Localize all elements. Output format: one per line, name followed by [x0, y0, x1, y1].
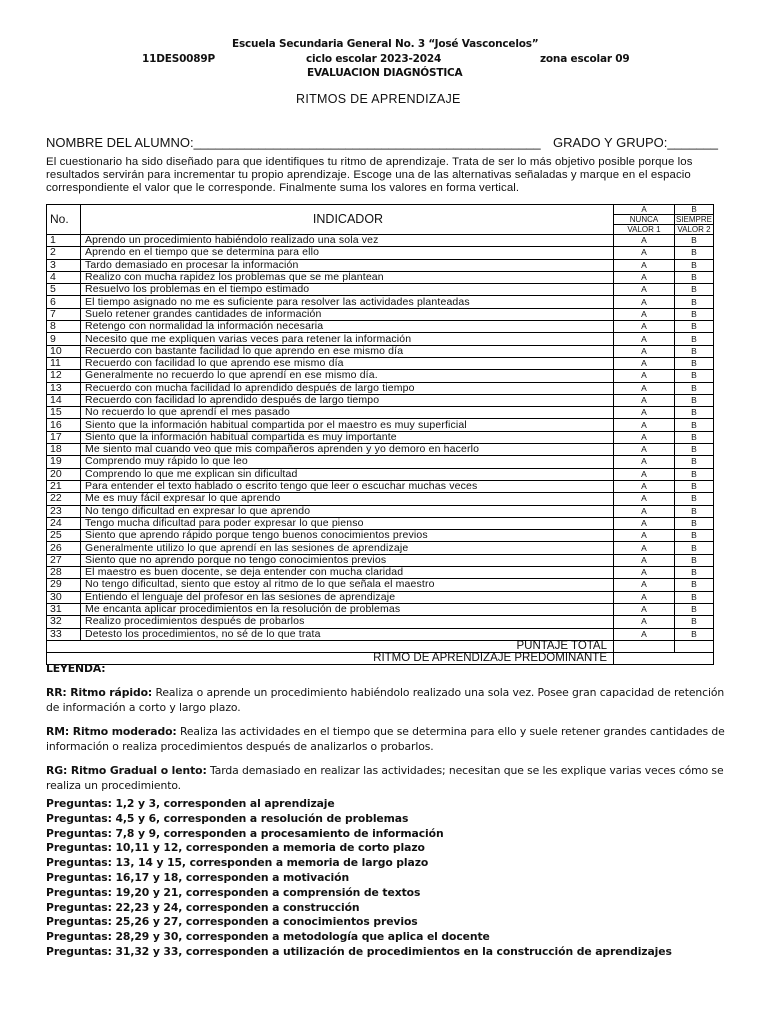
option-a-cell[interactable]: A — [614, 603, 675, 615]
question-indicator: Retengo con normalidad la información necesaria — [81, 321, 614, 333]
option-a-cell[interactable]: A — [614, 370, 675, 382]
table-row — [47, 542, 714, 554]
option-b-cell[interactable]: B — [675, 579, 714, 591]
list-item-text: 28,29 y 30, corresponden a metodología que aplica el docente — [111, 930, 490, 944]
option-a-cell[interactable]: A — [614, 431, 675, 443]
question-indicator: Recuerdo con facilidad lo que aprendo ese mismo día — [81, 357, 614, 369]
option-b-cell[interactable]: B — [675, 284, 714, 296]
table-row — [47, 247, 714, 259]
question-number: 16 — [47, 419, 81, 431]
question-indicator: No tengo dificultad, siento que estoy al ritmo de lo que señala el maestro — [81, 579, 614, 591]
option-a-cell[interactable]: A — [614, 394, 675, 406]
question-number: 31 — [47, 603, 81, 615]
table-row — [47, 345, 714, 357]
table-row — [47, 284, 714, 296]
option-a-cell[interactable]: A — [614, 321, 675, 333]
option-b-cell[interactable]: B — [675, 554, 714, 566]
option-b-cell[interactable]: B — [675, 308, 714, 320]
questionnaire-table — [46, 204, 714, 665]
question-indicator: Realizo con mucha rapidez los problemas que se me plantean — [81, 271, 614, 283]
table-row — [47, 444, 714, 456]
option-b-cell[interactable]: B — [675, 493, 714, 505]
table-row — [47, 567, 714, 579]
question-number: 5 — [47, 284, 81, 296]
table-row — [47, 493, 714, 505]
option-a-cell[interactable]: A — [614, 493, 675, 505]
list-item-label: Preguntas: — [46, 915, 112, 929]
option-a-cell[interactable]: A — [614, 407, 675, 419]
option-b-cell[interactable]: B — [675, 456, 714, 468]
option-b-cell[interactable]: B — [675, 296, 714, 308]
question-indicator: Siento que no aprendo porque no tengo conocimientos previos — [81, 554, 614, 566]
list-item-text: 13, 14 y 15, corresponden a memoria de largo plazo — [111, 856, 429, 870]
option-a-cell[interactable]: A — [614, 247, 675, 259]
question-number: 25 — [47, 530, 81, 542]
table-row — [47, 431, 714, 443]
question-number: 20 — [47, 468, 81, 480]
list-item — [46, 856, 672, 871]
question-indicator: Siento que la información habitual compartida es muy importante — [81, 431, 614, 443]
list-item — [46, 841, 672, 856]
school-cycle: ciclo escolar 2023-2024 — [306, 53, 442, 65]
option-b-cell[interactable]: B — [675, 468, 714, 480]
question-indicator: Aprendo un procedimiento habiéndolo realizado una sola vez — [81, 235, 614, 247]
list-item — [46, 797, 672, 812]
question-indicator: No recuerdo lo que aprendí el mes pasado — [81, 407, 614, 419]
option-a-cell[interactable]: A — [614, 616, 675, 628]
list-item — [46, 827, 672, 842]
legend-rm-text: Realiza las actividades en el tiempo que se determina para ello y suele retener grandes cantidades de información o realiza procedimientos después de analizarlos o probarlos. — [46, 725, 725, 753]
question-indicator: Tengo mucha dificultad para poder expresar lo que pienso — [81, 517, 614, 529]
option-a-cell[interactable]: A — [614, 517, 675, 529]
intro-paragraph: El cuestionario ha sido diseñado para que identifiques tu ritmo de aprendizaje. Trata de ser lo más objetivo posible porque los resultados servirán para incrementar tu propio aprendizaje. Escoge una de las alternativas señaladas y marque en el espacio correspondiente el valor que le corresponde. Finalmente suma los valores en forma vertical. — [46, 156, 693, 194]
list-item-text: 19,20 y 21, corresponden a comprensión de textos — [111, 885, 421, 899]
option-a-cell[interactable]: A — [614, 296, 675, 308]
table-row — [47, 235, 714, 247]
question-number: 24 — [47, 517, 81, 529]
list-item-text: 4,5 y 6, corresponden a resolución de problemas — [111, 811, 409, 825]
option-b-cell[interactable]: B — [675, 505, 714, 517]
option-a-cell[interactable]: A — [614, 333, 675, 345]
list-item-label: Preguntas: — [46, 930, 112, 944]
table-row — [47, 333, 714, 345]
question-number: 1 — [47, 235, 81, 247]
option-a-cell[interactable]: A — [614, 419, 675, 431]
legend-rg-text: Tarda demasiado en realizar las actividades; necesitan que se les explique varias veces cómo se realiza un procedimiento. — [46, 764, 724, 792]
school-code: 11DES0089P — [142, 53, 215, 65]
question-number: 12 — [47, 370, 81, 382]
table-row — [47, 579, 714, 591]
question-number: 23 — [47, 505, 81, 517]
option-a-cell[interactable]: A — [614, 591, 675, 603]
question-category-list — [46, 797, 672, 960]
legend-rm-label: RM: Ritmo moderado: — [46, 725, 177, 738]
option-a-cell[interactable]: A — [614, 505, 675, 517]
question-indicator: Recuerdo con mucha facilidad lo aprendido después de largo tiempo — [81, 382, 614, 394]
list-item-label: Preguntas: — [46, 944, 112, 958]
question-indicator: Generalmente no recuerdo lo que aprendí en ese mismo día. — [81, 370, 614, 382]
question-indicator: Siento que aprendo rápido porque tengo buenos conocimientos previos — [81, 530, 614, 542]
question-indicator: Recuerdo con bastante facilidad lo que aprendo en ese mismo día — [81, 345, 614, 357]
option-b-cell[interactable]: B — [675, 407, 714, 419]
legend-rr — [46, 685, 726, 715]
question-indicator: El maestro es buen docente, se deja entender con mucha claridad — [81, 567, 614, 579]
col-a-value: VALOR 1 — [627, 225, 661, 234]
table-row — [47, 308, 714, 320]
question-number: 8 — [47, 321, 81, 333]
table-row — [47, 517, 714, 529]
col-a-header — [614, 205, 675, 235]
question-indicator: Aprendo en el tiempo que se determina para ello — [81, 247, 614, 259]
question-indicator: Realizo procedimientos después de probarlos — [81, 616, 614, 628]
option-a-cell[interactable]: A — [614, 567, 675, 579]
col-b-header — [675, 205, 714, 235]
col-b-label: SIEMPRE — [675, 215, 712, 224]
question-number: 14 — [47, 394, 81, 406]
legend-rr-text: Realiza o aprende un procedimiento habiéndolo realizado una sola vez. Posee gran capacidad de retención de información a corto y largo plazo. — [46, 686, 725, 714]
option-b-cell[interactable]: B — [675, 419, 714, 431]
question-indicator: Necesito que me expliquen varias veces para retener la información — [81, 333, 614, 345]
legend-rg-label: RG: Ritmo Gradual o lento: — [46, 764, 207, 777]
option-a-cell[interactable]: A — [614, 468, 675, 480]
list-item — [46, 930, 672, 945]
question-number: 13 — [47, 382, 81, 394]
school-zone: zona escolar 09 — [540, 53, 630, 65]
list-item — [46, 871, 672, 886]
question-indicator: Para entender el texto hablado o escrito tengo que leer o escuchar muchas veces — [81, 480, 614, 492]
table-row — [47, 530, 714, 542]
table-header-row — [47, 205, 714, 235]
question-number: 3 — [47, 259, 81, 271]
question-number: 33 — [47, 628, 81, 640]
table-row — [47, 382, 714, 394]
question-number: 22 — [47, 493, 81, 505]
option-b-cell[interactable]: B — [675, 628, 714, 640]
option-b-cell[interactable]: B — [675, 357, 714, 369]
list-item-label: Preguntas: — [46, 797, 112, 810]
option-a-cell[interactable]: A — [614, 345, 675, 357]
col-b-value: VALOR 2 — [677, 225, 711, 234]
list-item-label: Preguntas: — [46, 841, 112, 855]
option-a-cell[interactable]: A — [614, 628, 675, 640]
list-item-label: Preguntas: — [46, 826, 112, 840]
question-indicator: Comprendo lo que me explican sin dificultad — [81, 468, 614, 480]
question-indicator: El tiempo asignado no me es suficiente para resolver las actividades planteadas — [81, 296, 614, 308]
table-row — [47, 394, 714, 406]
question-number: 2 — [47, 247, 81, 259]
list-item — [46, 812, 672, 827]
option-b-cell[interactable]: B — [675, 480, 714, 492]
list-item-text: 10,11 y 12, corresponden a memoria de corto plazo — [111, 841, 425, 855]
table-row — [47, 616, 714, 628]
option-b-cell[interactable]: B — [675, 530, 714, 542]
option-b-cell[interactable]: B — [675, 542, 714, 554]
table-row — [47, 505, 714, 517]
question-indicator: Resuelvo los problemas en el tiempo estimado — [81, 284, 614, 296]
option-b-cell[interactable]: B — [675, 333, 714, 345]
total-a-cell[interactable] — [614, 640, 675, 652]
question-number: 27 — [47, 554, 81, 566]
question-number: 30 — [47, 591, 81, 603]
question-indicator: Generalmente utilizo lo que aprendí en las sesiones de aprendizaje — [81, 542, 614, 554]
table-row — [47, 296, 714, 308]
question-number: 26 — [47, 542, 81, 554]
option-b-cell[interactable]: B — [675, 370, 714, 382]
list-item — [46, 945, 672, 960]
list-item-label: Preguntas: — [46, 811, 112, 825]
question-indicator: Siento que la información habitual compartida por el maestro es muy superficial — [81, 419, 614, 431]
list-item-text: 25,26 y 27, corresponden a conocimientos previos — [111, 915, 418, 929]
option-a-cell[interactable]: A — [614, 530, 675, 542]
legend-rg — [46, 763, 726, 793]
question-number: 7 — [47, 308, 81, 320]
question-indicator: Me es muy fácil expresar lo que aprendo — [81, 493, 614, 505]
question-number: 21 — [47, 480, 81, 492]
exam-type: EVALUACION DIAGNÓSTICA — [307, 67, 463, 79]
school-name: Escuela Secundaria General No. 3 “José Vasconcelos” — [232, 38, 539, 50]
option-a-cell[interactable]: A — [614, 456, 675, 468]
question-number: 19 — [47, 456, 81, 468]
question-number: 6 — [47, 296, 81, 308]
legend-title: LEYENDA: — [46, 662, 106, 675]
table-row — [47, 271, 714, 283]
option-b-cell[interactable]: B — [675, 382, 714, 394]
option-b-cell[interactable]: B — [675, 345, 714, 357]
option-b-cell[interactable]: B — [675, 603, 714, 615]
student-name-field[interactable]: NOMBRE DEL ALUMNO:________________________________________________ — [46, 135, 541, 150]
list-item-text: 7,8 y 9, corresponden a procesamiento de información — [111, 826, 444, 840]
list-item-label: Preguntas: — [46, 870, 112, 884]
list-item-text: 1,2 y 3, corresponden al aprendizaje — [111, 797, 335, 810]
list-item-text: 16,17 y 18, corresponden a motivación — [111, 870, 350, 884]
total-b-cell[interactable] — [675, 640, 714, 652]
option-b-cell[interactable]: B — [675, 271, 714, 283]
col-a-letter: A — [641, 205, 647, 214]
table-row — [47, 321, 714, 333]
table-row — [47, 468, 714, 480]
question-number: 32 — [47, 616, 81, 628]
question-indicator: Me siento mal cuando veo que mis compañeros aprenden y yo demoro en hacerlo — [81, 444, 614, 456]
table-row — [47, 480, 714, 492]
col-b-letter: B — [691, 205, 697, 214]
legend — [46, 661, 726, 793]
table-row — [47, 591, 714, 603]
option-b-cell[interactable]: B — [675, 321, 714, 333]
question-indicator: Tardo demasiado en procesar la información — [81, 259, 614, 271]
table-row — [47, 407, 714, 419]
table-row — [47, 419, 714, 431]
option-b-cell[interactable]: B — [675, 444, 714, 456]
question-number: 17 — [47, 431, 81, 443]
table-row — [47, 554, 714, 566]
question-number: 9 — [47, 333, 81, 345]
list-item-label: Preguntas: — [46, 885, 112, 899]
option-b-cell[interactable]: B — [675, 235, 714, 247]
col-no-header: No. — [47, 205, 81, 235]
option-a-cell[interactable]: A — [614, 542, 675, 554]
option-b-cell[interactable]: B — [675, 431, 714, 443]
table-row — [47, 357, 714, 369]
question-number: 4 — [47, 271, 81, 283]
col-a-label: NUNCA — [614, 214, 674, 225]
list-item — [46, 901, 672, 916]
question-indicator: Recuerdo con facilidad lo aprendido después de largo tiempo — [81, 394, 614, 406]
question-number: 10 — [47, 345, 81, 357]
option-a-cell[interactable]: A — [614, 382, 675, 394]
option-a-cell[interactable]: A — [614, 444, 675, 456]
predominant-label: RITMO DE APRENDIZAJE PREDOMINANTE — [81, 653, 614, 665]
option-a-cell[interactable]: A — [614, 579, 675, 591]
option-b-cell[interactable]: B — [675, 517, 714, 529]
question-number: 18 — [47, 444, 81, 456]
option-b-cell[interactable]: B — [675, 591, 714, 603]
table-row — [47, 628, 714, 640]
option-a-cell[interactable]: A — [614, 308, 675, 320]
option-a-cell[interactable]: A — [614, 554, 675, 566]
section-title: RITMOS DE APRENDIZAJE — [296, 92, 461, 106]
question-indicator: Me encanta aplicar procedimientos en la resolución de problemas — [81, 603, 614, 615]
question-number: 11 — [47, 357, 81, 369]
list-item — [46, 886, 672, 901]
list-item-label: Preguntas: — [46, 856, 112, 870]
option-b-cell[interactable]: B — [675, 247, 714, 259]
table-row — [47, 370, 714, 382]
option-a-cell[interactable]: A — [614, 235, 675, 247]
option-b-cell[interactable]: B — [675, 616, 714, 628]
table-row — [47, 259, 714, 271]
total-label: PUNTAJE TOTAL — [81, 640, 614, 652]
option-a-cell[interactable]: A — [614, 284, 675, 296]
list-item-text: 22,23 y 24, corresponden a construcción — [111, 900, 360, 914]
question-indicator: Detesto los procedimientos, no sé de lo que trata — [81, 628, 614, 640]
option-a-cell[interactable]: A — [614, 357, 675, 369]
question-indicator: Suelo retener grandes cantidades de información — [81, 308, 614, 320]
question-number: 29 — [47, 579, 81, 591]
option-a-cell[interactable]: A — [614, 271, 675, 283]
question-indicator: No tengo dificultad en expresar lo que aprendo — [81, 505, 614, 517]
option-b-cell[interactable]: B — [675, 567, 714, 579]
list-item-text: 31,32 y 33, corresponden a utilización de procedimientos en la construcción de aprendizajes — [111, 944, 672, 958]
question-number: 28 — [47, 567, 81, 579]
list-item — [46, 915, 672, 930]
legend-rr-label: RR: Ritmo rápido: — [46, 686, 153, 699]
question-indicator: Comprendo muy rápido lo que leo — [81, 456, 614, 468]
option-a-cell[interactable]: A — [614, 259, 675, 271]
table-row — [47, 456, 714, 468]
list-item-label: Preguntas: — [46, 900, 112, 914]
legend-rm — [46, 724, 726, 754]
option-a-cell[interactable]: A — [614, 480, 675, 492]
grade-group-field[interactable]: GRADO Y GRUPO:_______ — [553, 135, 718, 150]
col-indicator-header: INDICADOR — [81, 205, 614, 235]
option-b-cell[interactable]: B — [675, 394, 714, 406]
option-b-cell[interactable]: B — [675, 259, 714, 271]
table-row — [47, 603, 714, 615]
question-number: 15 — [47, 407, 81, 419]
total-row — [47, 640, 714, 652]
question-indicator: Entiendo el lenguaje del profesor en las sesiones de aprendizaje — [81, 591, 614, 603]
